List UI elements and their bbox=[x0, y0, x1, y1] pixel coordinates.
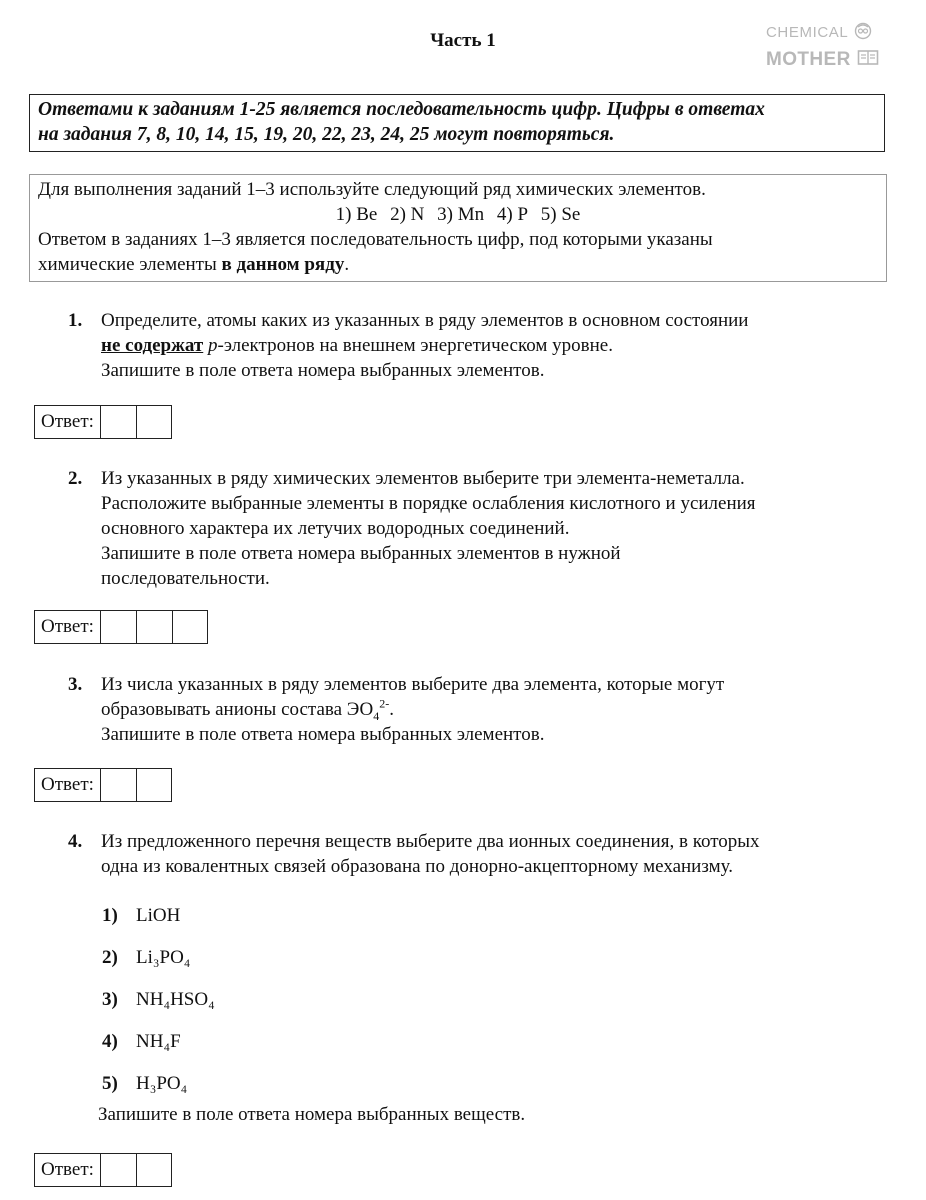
option-number: 4) bbox=[102, 1031, 118, 1052]
info-line: Ответом в заданиях 1–3 является последовательность цифр, под которыми указаны bbox=[38, 229, 713, 250]
element-series bbox=[38, 202, 878, 227]
option-item bbox=[102, 905, 215, 947]
info-text: химические элементы bbox=[38, 254, 222, 275]
task-text: Из числа указанных в ряду элементов выберите два элемента, которые могут bbox=[101, 674, 725, 695]
answer-field-2 bbox=[34, 610, 208, 644]
task-4-instruction bbox=[98, 1102, 910, 1127]
info-text-bold: в данном ряду bbox=[221, 254, 345, 275]
option-formula: NH₄HSO₄ bbox=[136, 989, 215, 1010]
option-number: 2) bbox=[102, 947, 118, 968]
option-formula: Li₃PO₄ bbox=[136, 947, 191, 968]
task-instruction: Запишите в поле ответа номера выбранных элементов. bbox=[101, 360, 545, 381]
answer-cell[interactable] bbox=[172, 610, 208, 644]
element-item: 3) Mn bbox=[437, 204, 485, 225]
answer-cell[interactable] bbox=[136, 768, 172, 802]
task-text: Из указанных в ряду химических элементов выберите три элемента-неметалла. bbox=[101, 468, 745, 489]
answer-format-notice bbox=[29, 94, 885, 152]
task-text: Определите, атомы каких из указанных в ряду элементов в основном состоянии bbox=[101, 310, 749, 331]
answer-field-3 bbox=[34, 768, 172, 802]
answer-cell[interactable] bbox=[136, 405, 172, 439]
superscript: 2- bbox=[379, 696, 390, 711]
task-3 bbox=[68, 672, 880, 747]
element-item: 1) Be bbox=[335, 204, 378, 225]
subscript: 4 bbox=[373, 708, 380, 723]
task-4 bbox=[68, 829, 880, 879]
task-number: 2. bbox=[68, 468, 83, 489]
notice-line: на задания 7, 8, 10, 14, 15, 19, 20, 22, 23, 24, 25 могут повторяться. bbox=[38, 124, 615, 145]
notice-line: Ответами к заданиям 1-25 является последовательность цифр. Цифры в ответах bbox=[38, 99, 765, 120]
info-line: Для выполнения заданий 1–3 используйте следующий ряд химических элементов. bbox=[38, 179, 706, 200]
logo-text-top: CHEMICAL bbox=[766, 24, 849, 41]
task-1 bbox=[68, 308, 880, 383]
task-text-part: образовывать анионы состава ЭО bbox=[101, 699, 374, 720]
answer-label: Ответ: bbox=[34, 610, 100, 644]
answer-label: Ответ: bbox=[34, 405, 100, 439]
book-icon bbox=[857, 48, 879, 70]
task-text: одна из ковалентных связей образована по донорно-акцепторному механизму. bbox=[101, 856, 733, 877]
answer-label: Ответ: bbox=[34, 768, 100, 802]
logo-text-bottom: MOTHER bbox=[766, 48, 851, 70]
option-number: 3) bbox=[102, 989, 118, 1010]
option-formula: LiOH bbox=[136, 905, 181, 926]
answer-cell[interactable] bbox=[100, 405, 136, 439]
task-text: Расположите выбранные элементы в порядке ослабления кислотного и усиления bbox=[101, 493, 756, 514]
chemical-mother-logo bbox=[766, 22, 879, 70]
info-line bbox=[38, 252, 878, 277]
task-2 bbox=[68, 466, 880, 591]
task-instruction: последовательности. bbox=[101, 568, 270, 589]
option-formula: NH₄F bbox=[136, 1031, 181, 1052]
answer-cell[interactable] bbox=[100, 1153, 136, 1187]
element-item: 5) Se bbox=[540, 204, 581, 225]
element-item: 2) N bbox=[390, 204, 425, 225]
option-item bbox=[102, 1031, 215, 1073]
substance-options bbox=[102, 905, 215, 1115]
task-instruction: Запишите в поле ответа номера выбранных веществ. bbox=[98, 1104, 526, 1125]
option-number: 1) bbox=[102, 905, 118, 926]
italic-text: p bbox=[208, 335, 218, 356]
answer-label: Ответ: bbox=[34, 1153, 100, 1187]
answer-cell[interactable] bbox=[136, 1153, 172, 1187]
answer-cell[interactable] bbox=[100, 768, 136, 802]
option-formula: H₃PO₄ bbox=[136, 1073, 188, 1094]
task-text-part: . bbox=[389, 699, 395, 720]
task-instruction: Запишите в поле ответа номера выбранных элементов в нужной bbox=[101, 543, 621, 564]
info-text: . bbox=[344, 254, 350, 275]
answer-cell[interactable] bbox=[100, 610, 136, 644]
task-number: 4. bbox=[68, 831, 83, 852]
task-instruction: Запишите в поле ответа номера выбранных элементов. bbox=[101, 724, 545, 745]
answer-field-4 bbox=[34, 1153, 172, 1187]
option-number: 5) bbox=[102, 1073, 118, 1094]
emphasis-text: не содержат bbox=[101, 335, 204, 356]
elements-info-box bbox=[29, 174, 887, 282]
task-text-rest: -электронов на внешнем энергетическом уровне. bbox=[217, 335, 613, 356]
scientist-icon bbox=[854, 22, 872, 43]
task-text bbox=[101, 333, 880, 358]
task-text: Из предложенного перечня веществ выберите два ионных соединения, в которых bbox=[101, 831, 760, 852]
option-item bbox=[102, 989, 215, 1031]
part-title: Часть 1 bbox=[430, 30, 496, 51]
task-text: основного характера их летучих водородных соединений. bbox=[101, 518, 570, 539]
task-number: 3. bbox=[68, 674, 83, 695]
option-item bbox=[102, 947, 215, 989]
task-number: 1. bbox=[68, 310, 83, 331]
answer-cell[interactable] bbox=[136, 610, 172, 644]
answer-field-1 bbox=[34, 405, 172, 439]
task-text bbox=[101, 697, 880, 722]
page-header bbox=[0, 0, 926, 80]
element-item: 4) P bbox=[496, 204, 529, 225]
